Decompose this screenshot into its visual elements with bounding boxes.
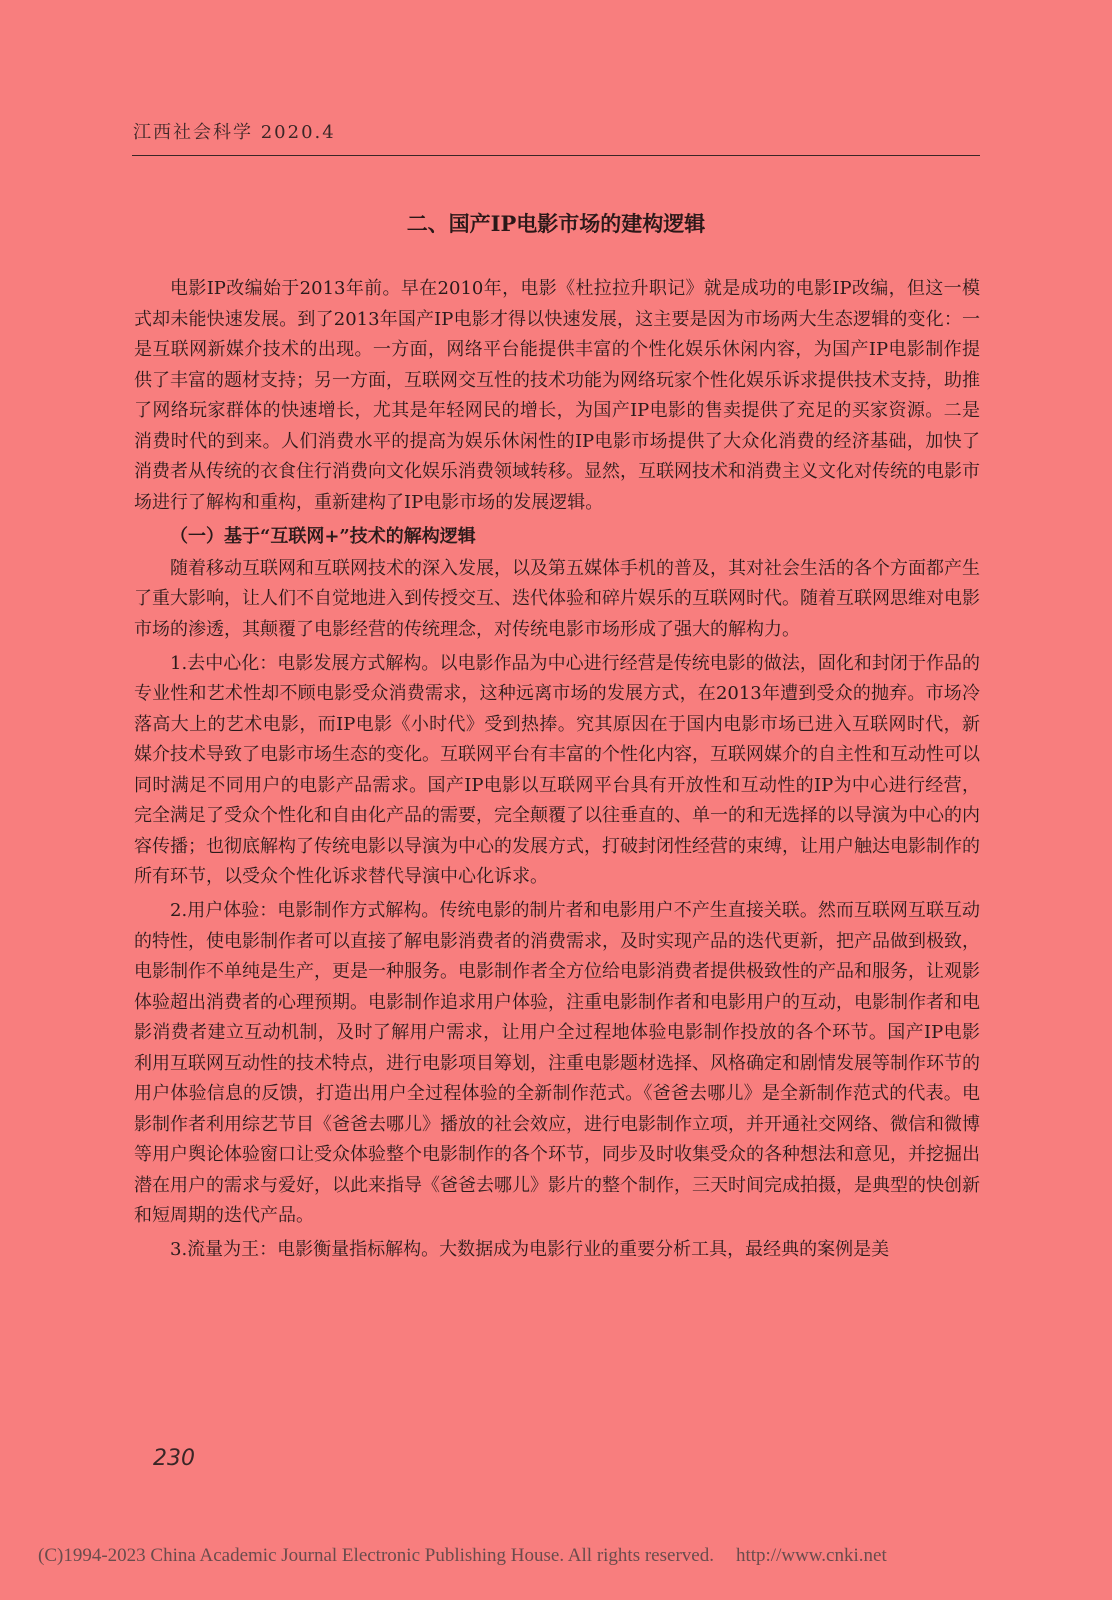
paragraph-traffic-king: 3.流量为王：电影衡量指标解构。大数据成为电影行业的重要分析工具，最经典的案例是美	[170, 1239, 890, 1260]
paragraph-intro: 电影IP改编始于2013年前。早在2010年，电影《杜拉拉升职记》就是成功的电影IP改编，但这一模式却未能快速发展。到了2013年国产IP电影才得以快速发展，这主要是因为市场两大生态逻辑的变化：一是互联网新媒介技术的出现。一方面，网络平台能提供丰富的个性化娱乐休闲内容，为国产IP电影制作提供了丰富的题材支持；另一方面，互联网交互性的技术功能为网络玩家个性化娱乐诉求提供技术支持，助推了网络玩家群体的快速增长，尤其是年轻网民的增长，为国产IP电影的售卖提供了充足的买家资源。二是消费时代的到来。人们消费水平的提高为娱乐休闲性的IP电影市场提供了大众化消费的经济基础，加快了消费者从传统的衣食住行消费向文化娱乐消费领域转移。显然，互联网技术和消费主义文化对传统的电影市场进行了解构和重构，重新建构了IP电影市场的发展逻辑。	[134, 278, 980, 513]
journal-header: 江西社会科学 2020.4	[133, 122, 336, 143]
paragraph-decentralization: 1.去中心化：电影发展方式解构。以电影作品为中心进行经营是传统电影的做法，固化和封闭于作品的专业性和艺术性却不顾电影受众消费需求，这种远离市场的发展方式，在2013年遭到受众的抛弃。市场冷落高大上的艺术电影，而IP电影《小时代》受到热捧。究其原因在于国内电影市场已进入互联网时代，新媒介技术导致了电影市场生态的变化。互联网平台有丰富的个性化内容，互联网媒介的自主性和互动性可以同时满足不同用户的电影产品需求。国产IP电影以互联网平台具有开放性和互动性的IP为中心进行经营，完全满足了受众个性化和自由化产品的需要，完全颠覆了以往垂直的、单一的和无选择的以导演为中心的内容传播；也彻底解构了传统电影以导演为中心的发展方式，打破封闭性经营的束缚，让用户触达电影制作的所有环节，以受众个性化诉求替代导演中心化诉求。	[134, 652, 980, 887]
subheading-deconstruction: （一）基于“互联网+”技术的解构逻辑	[170, 525, 476, 547]
header-rule	[132, 155, 980, 156]
paragraph-internet-impact: 随着移动互联网和互联网技术的深入发展，以及第五媒体手机的普及，其对社会生活的各个方面都产生了重大影响，让人们不自觉地进入到传授交互、迭代体验和碎片娱乐的互联网时代。随着互联网思维对电影市场的渗透，其颠覆了电影经营的传统理念，对传统电影市场形成了强大的解构力。	[134, 557, 980, 640]
paragraph-user-experience: 2.用户体验：电影制作方式解构。传统电影的制片者和电影用户不产生直接关联。然而互联网互联互动的特性，使电影制作者可以直接了解电影消费者的消费需求，及时实现产品的迭代更新，把产品做到极致，电影制作不单纯是生产，更是一种服务。电影制作者全方位给电影消费者提供极致性的产品和服务，让观影体验超出消费者的心理预期。电影制作追求用户体验，注重电影制作者和电影用户的互动，电影制作者和电影消费者建立互动机制，及时了解用户需求，让用户全过程地体验电影制作投放的各个环节。国产IP电影利用互联网互动性的技术特点，进行电影项目筹划，注重电影题材选择、风格确定和剧情发展等制作环节的用户体验信息的反馈，打造出用户全过程体验的全新制作范式。《爸爸去哪儿》是全新制作范式的代表。电影制作者利用综艺节目《爸爸去哪儿》播放的社会效应，进行电影制作立项，并开通社交网络、微信和微博等用户舆论体验窗口让受众体验整个电影制作的各个环节，同步及时收集受众的各种想法和意见，并挖掘出潜在用户的需求与爱好，以此来指导《爸爸去哪儿》影片的整个制作，三天时间完成拍摄，是典型的快创新和短周期的迭代产品。	[134, 900, 980, 1226]
section-title: 二、国产IP电影市场的建构逻辑	[406, 211, 706, 236]
copyright-text: (C)1994-2023 China Academic Journal Electronic Publishing House. All rights reserved.	[38, 1545, 714, 1566]
page-number: 230	[153, 1446, 195, 1471]
article-body	[134, 274, 980, 1269]
copyright-footer	[38, 1545, 988, 1567]
cnki-link[interactable]: http://www.cnki.net	[735, 1545, 887, 1566]
